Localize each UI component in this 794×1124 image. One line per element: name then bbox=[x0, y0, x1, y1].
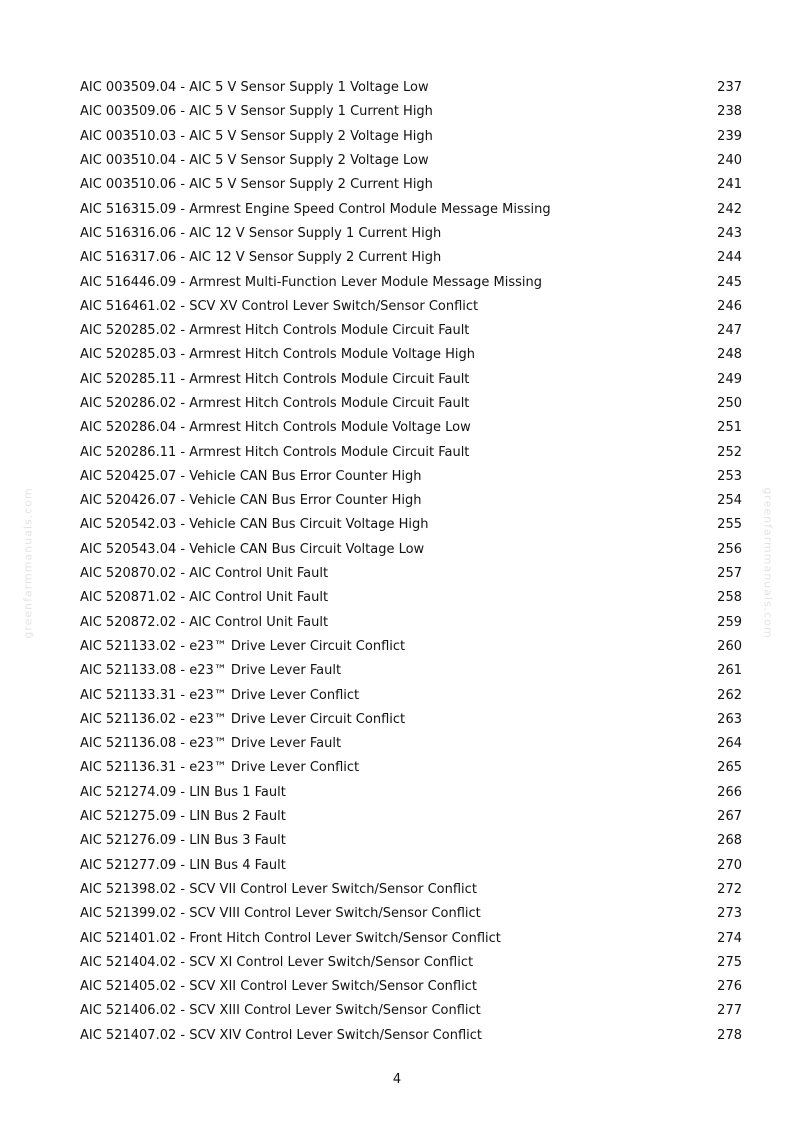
toc-entry-title: AIC 521406.02 - SCV XIII Control Lever Switch/Sensor Conflict bbox=[80, 1003, 481, 1019]
toc-entry-title: AIC 521136.02 - e23™ Drive Lever Circuit Conflict bbox=[80, 711, 406, 727]
toc-entry-page: 260 bbox=[717, 638, 742, 654]
toc-entry-title: AIC 520543.04 - Vehicle CAN Bus Circuit Voltage Low bbox=[80, 541, 425, 557]
toc-entry-title: AIC 003509.06 - AIC 5 V Sensor Supply 1 Current High bbox=[80, 104, 433, 120]
toc-entry[interactable] bbox=[80, 635, 742, 659]
toc-entry-title: AIC 520426.07 - Vehicle CAN Bus Error Counter High bbox=[80, 493, 422, 509]
toc-entry[interactable] bbox=[80, 538, 742, 562]
toc-entry-title: AIC 521276.09 - LIN Bus 3 Fault bbox=[80, 833, 286, 849]
toc-entry-title: AIC 521405.02 - SCV XII Control Lever Switch/Sensor Conflict bbox=[80, 979, 477, 995]
toc-entry[interactable] bbox=[80, 611, 742, 635]
toc-entry[interactable] bbox=[80, 586, 742, 610]
toc-entry-title: AIC 003510.03 - AIC 5 V Sensor Supply 2 Voltage High bbox=[80, 128, 433, 144]
toc-entry-title: AIC 520286.11 - Armrest Hitch Controls Module Circuit Fault bbox=[80, 444, 470, 460]
toc-entry[interactable] bbox=[80, 76, 742, 100]
toc-entry-page: 273 bbox=[717, 906, 742, 922]
toc-entry-page: 244 bbox=[717, 250, 742, 266]
toc-entry[interactable] bbox=[80, 343, 742, 367]
toc-entry-page: 276 bbox=[717, 979, 742, 995]
toc-entry-page: 250 bbox=[717, 396, 742, 411]
toc-entry-page: 254 bbox=[717, 493, 742, 509]
toc-entry-page: 245 bbox=[717, 274, 742, 290]
toc-entry-title: AIC 520870.02 - AIC Control Unit Fault bbox=[80, 566, 329, 582]
toc-entry-page: 253 bbox=[717, 468, 742, 484]
toc-entry-page: 238 bbox=[717, 104, 742, 120]
toc-entry-page: 247 bbox=[717, 323, 742, 339]
toc-entry-title: AIC 003510.06 - AIC 5 V Sensor Supply 2 Current High bbox=[80, 177, 433, 193]
toc-entry-page: 252 bbox=[717, 444, 742, 460]
toc-entry-page: 277 bbox=[717, 1003, 742, 1019]
watermark-right: greenfarmmanuals.com bbox=[761, 487, 775, 639]
toc-entry[interactable] bbox=[80, 562, 742, 586]
toc-entry[interactable] bbox=[80, 878, 742, 902]
toc-entry-page: 274 bbox=[717, 930, 742, 946]
toc-entry-page: 264 bbox=[717, 736, 742, 752]
toc-entry-title: AIC 003510.04 - AIC 5 V Sensor Supply 2 Voltage Low bbox=[80, 153, 429, 169]
page-number: 4 bbox=[392, 1072, 402, 1087]
toc-entry[interactable] bbox=[80, 197, 742, 221]
toc-entry-page: 272 bbox=[717, 881, 742, 897]
toc-entry-title: AIC 521275.09 - LIN Bus 2 Fault bbox=[80, 809, 286, 825]
toc-entry[interactable] bbox=[80, 125, 742, 149]
toc-entry[interactable] bbox=[80, 805, 742, 829]
toc-entry-page: 261 bbox=[717, 663, 742, 679]
toc-entry-title: AIC 521136.08 - e23™ Drive Lever Fault bbox=[80, 736, 342, 752]
toc-entry[interactable] bbox=[80, 392, 742, 416]
toc-entry[interactable] bbox=[80, 440, 742, 464]
toc-entry-page: 257 bbox=[717, 566, 742, 582]
toc-entry-page: 241 bbox=[717, 177, 742, 193]
toc-entry-title: AIC 516317.06 - AIC 12 V Sensor Supply 2 Current High bbox=[80, 250, 442, 266]
toc-entry-title: AIC 521407.02 - SCV XIV Control Lever Switch/Sensor Conflict bbox=[80, 1027, 482, 1043]
toc-entry-page: 256 bbox=[717, 541, 742, 557]
toc-entry-page: 262 bbox=[717, 687, 742, 703]
toc-entry-page: 255 bbox=[717, 517, 742, 533]
toc-entry[interactable] bbox=[80, 781, 742, 805]
toc-entry[interactable] bbox=[80, 513, 742, 537]
toc-entry-title: AIC 521274.09 - LIN Bus 1 Fault bbox=[80, 784, 286, 800]
toc-entry-page: 270 bbox=[717, 857, 742, 873]
toc-entry[interactable] bbox=[80, 368, 742, 392]
toc-entry-page: 248 bbox=[717, 347, 742, 363]
toc-entry[interactable] bbox=[80, 756, 742, 780]
toc-entry-page: 268 bbox=[717, 833, 742, 849]
toc-entry-title: AIC 520285.11 - Armrest Hitch Controls Module Circuit Fault bbox=[80, 371, 470, 387]
toc-entry[interactable] bbox=[80, 659, 742, 683]
toc-entry-page: 243 bbox=[717, 225, 742, 241]
toc-entry-title: AIC 520285.03 - Armrest Hitch Controls Module Voltage High bbox=[80, 347, 476, 363]
toc-entry-page: 246 bbox=[717, 298, 742, 314]
toc-entry-title: AIC 521133.31 - e23™ Drive Lever Conflict bbox=[80, 687, 360, 703]
watermark-left: greenfarmmanuals.com bbox=[21, 487, 35, 639]
toc-entry-page: 275 bbox=[717, 954, 742, 970]
toc-entry-title: AIC 516316.06 - AIC 12 V Sensor Supply 1 Current High bbox=[80, 225, 442, 241]
toc-entry-title: AIC 521399.02 - SCV VIII Control Lever Switch/Sensor Conflict bbox=[80, 906, 481, 922]
toc-entry-page: 259 bbox=[717, 614, 742, 630]
toc-entry[interactable] bbox=[80, 951, 742, 975]
toc-entry[interactable] bbox=[80, 829, 742, 853]
toc-entry[interactable] bbox=[80, 416, 742, 440]
toc-entry-page: 242 bbox=[717, 201, 742, 217]
toc-entry[interactable] bbox=[80, 465, 742, 489]
toc-entry-title: AIC 516315.09 - Armrest Engine Speed Control Module Message Missing bbox=[80, 201, 551, 217]
toc-entry-page: 267 bbox=[717, 809, 742, 825]
toc-entry[interactable] bbox=[80, 999, 742, 1023]
toc-entry[interactable] bbox=[80, 173, 742, 197]
toc-entry[interactable] bbox=[80, 319, 742, 343]
toc-entry[interactable] bbox=[80, 975, 742, 999]
toc-entry[interactable] bbox=[80, 926, 742, 950]
toc-entry-title: AIC 521277.09 - LIN Bus 4 Fault bbox=[80, 857, 286, 873]
toc-entry-page: 240 bbox=[717, 153, 742, 169]
toc-entry-page: 249 bbox=[717, 371, 742, 387]
toc-entry-page: 239 bbox=[717, 128, 742, 144]
toc-entry[interactable] bbox=[80, 246, 742, 270]
toc-entry-title: AIC 520285.02 - Armrest Hitch Controls Module Circuit Fault bbox=[80, 323, 470, 339]
toc-entry-title: AIC 520425.07 - Vehicle CAN Bus Error Counter High bbox=[80, 468, 422, 484]
toc-entry-title: AIC 516461.02 - SCV XV Control Lever Switch/Sensor Conflict bbox=[80, 298, 479, 314]
toc-entry[interactable] bbox=[80, 683, 742, 707]
toc-entry[interactable] bbox=[80, 902, 742, 926]
toc-entry-title: AIC 521404.02 - SCV XI Control Lever Switch/Sensor Conflict bbox=[80, 954, 474, 970]
toc-entry[interactable] bbox=[80, 270, 742, 294]
toc-entry[interactable] bbox=[80, 222, 742, 246]
toc-entry-title: AIC 521401.02 - Front Hitch Control Lever Switch/Sensor Conflict bbox=[80, 930, 501, 946]
toc-entry-page: 251 bbox=[717, 420, 742, 436]
toc-entry-page: 258 bbox=[717, 590, 742, 606]
toc-entry[interactable] bbox=[80, 1024, 742, 1048]
toc-entry-page: 237 bbox=[717, 80, 742, 96]
toc-entry-page: 266 bbox=[717, 784, 742, 800]
toc-entry-title: AIC 521133.08 - e23™ Drive Lever Fault bbox=[80, 663, 342, 679]
toc-entry-title: AIC 521136.31 - e23™ Drive Lever Conflict bbox=[80, 760, 360, 776]
toc-entry-page: 278 bbox=[717, 1027, 742, 1043]
toc-entry-title: AIC 520286.02 - Armrest Hitch Controls Module Circuit Fault bbox=[80, 396, 470, 411]
table-of-contents bbox=[80, 76, 742, 1048]
toc-entry[interactable] bbox=[80, 854, 742, 878]
toc-entry-title: AIC 003509.04 - AIC 5 V Sensor Supply 1 Voltage Low bbox=[80, 80, 429, 96]
toc-entry[interactable] bbox=[80, 732, 742, 756]
toc-entry[interactable] bbox=[80, 295, 742, 319]
toc-entry-title: AIC 520872.02 - AIC Control Unit Fault bbox=[80, 614, 329, 630]
toc-entry-title: AIC 520542.03 - Vehicle CAN Bus Circuit Voltage High bbox=[80, 517, 429, 533]
toc-entry-page: 265 bbox=[717, 760, 742, 776]
toc-entry[interactable] bbox=[80, 100, 742, 124]
toc-entry-page: 263 bbox=[717, 711, 742, 727]
toc-entry-title: AIC 516446.09 - Armrest Multi-Function Lever Module Message Missing bbox=[80, 274, 542, 290]
toc-entry[interactable] bbox=[80, 149, 742, 173]
toc-entry-title: AIC 521133.02 - e23™ Drive Lever Circuit Conflict bbox=[80, 638, 406, 654]
toc-entry-title: AIC 520286.04 - Armrest Hitch Controls Module Voltage Low bbox=[80, 420, 471, 436]
toc-entry[interactable] bbox=[80, 708, 742, 732]
toc-entry-title: AIC 521398.02 - SCV VII Control Lever Switch/Sensor Conflict bbox=[80, 881, 477, 897]
toc-entry[interactable] bbox=[80, 489, 742, 513]
toc-entry-title: AIC 520871.02 - AIC Control Unit Fault bbox=[80, 590, 329, 606]
